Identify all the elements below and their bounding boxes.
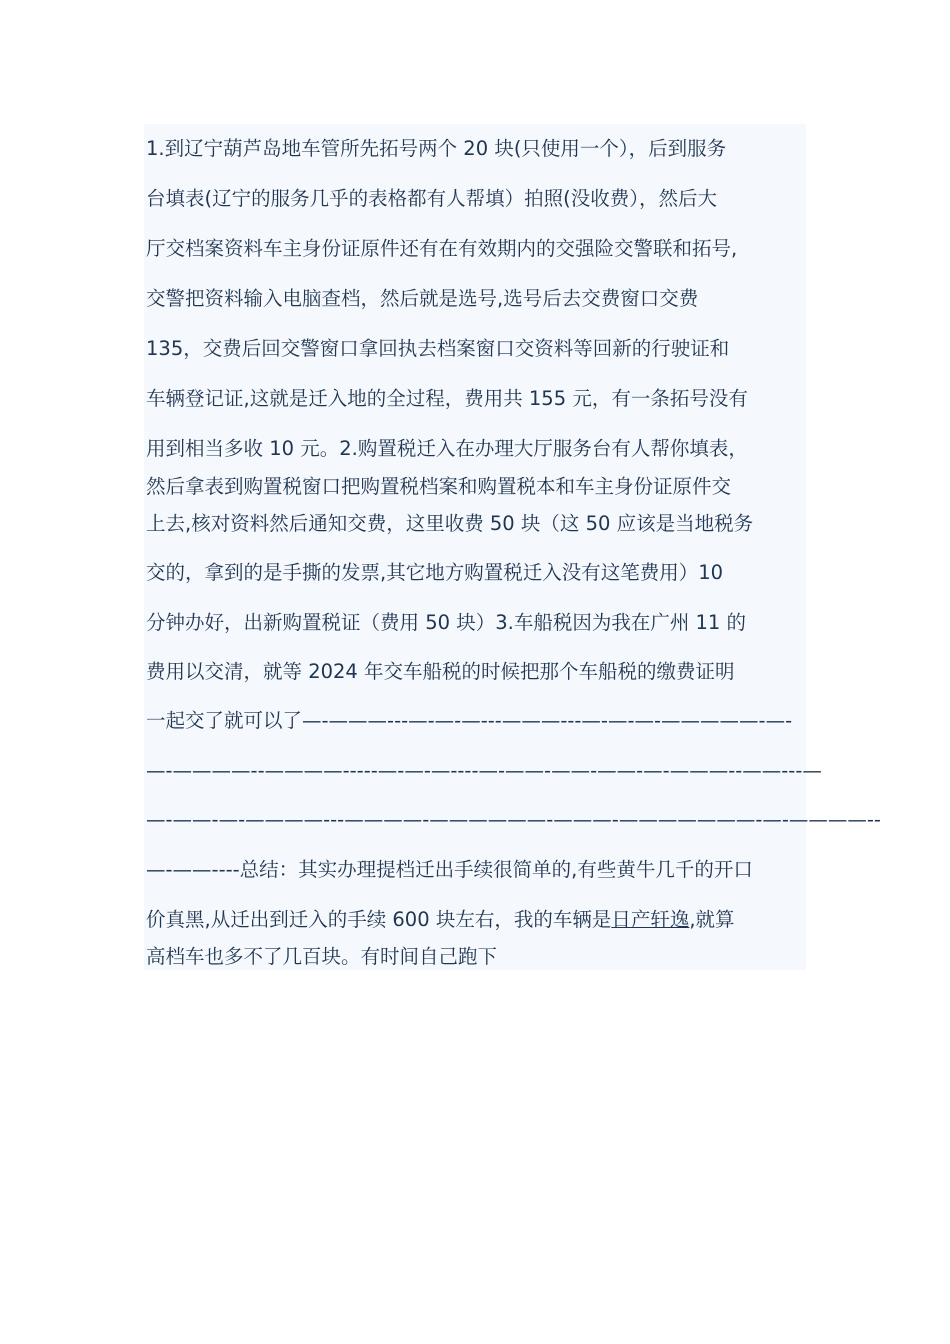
paragraph-line: 厅交档案资料车主身份证原件还有在有效期内的交强险交警联和拓号,	[146, 237, 738, 260]
paragraph-line: 一起交了就可以了—-———---—-—-—---———---—-—-—-—————-—-	[146, 709, 793, 732]
paragraph-line: 费用以交清，就等 2024 年交车船税的时候把那个车船税的缴费证明	[146, 660, 735, 683]
line-text: 价真黑,从迁出到迁入的手续 600 块左右，我的车辆是	[146, 908, 612, 931]
car-model-link[interactable]: 日产轩逸	[611, 908, 690, 931]
paragraph-line: —-——----总结：其实办理提档迁出手续很简单的,有些黄牛几千的开口	[146, 858, 753, 881]
paragraph-line: 1.到辽宁葫芦岛地车管所先拓号两个 20 块(只使用一个），后到服务	[146, 137, 727, 160]
paragraph-line: 然后拿表到购置税窗口把购置税档案和购置税本和车主身份证原件交	[146, 475, 732, 498]
paragraph-line: 135，交费后回交警窗口拿回执去档案窗口交资料等回新的行驶证和	[146, 337, 730, 360]
paragraph-line: 高档车也多不了几百块。有时间自己跑下	[146, 945, 498, 968]
paragraph-line: 台填表(辽宁的服务几乎的表格都有人帮填）拍照(没收费），然后大	[146, 187, 717, 210]
paragraph-line: 用到相当多收 10 元。2.购置税迁入在办理大厅服务台有人帮你填表，	[146, 437, 748, 460]
paragraph-line: 交的，拿到的是手撕的发票,其它地方购置税迁入没有这笔费用）10	[146, 561, 724, 584]
paragraph-line: —-——-—-————---————-——————-———-———————-—-————--	[146, 808, 881, 831]
article-text-block	[144, 124, 881, 970]
paragraph-line: 车辆登记证,这就是迁入地的全过程，费用共 155 元，有一条拓号没有	[146, 387, 748, 410]
paragraph-line: 上去,核对资料然后通知交费，这里收费 50 块（这 50 应该是当地税务	[146, 512, 754, 535]
paragraph-line: 分钟办好，出新购置税证（费用 50 块）3.车船税因为我在广州 11 的	[146, 611, 747, 634]
paragraph-line: 交警把资料输入电脑查档，然后就是选号,选号后去交费窗口交费	[146, 287, 699, 310]
paragraph-line	[146, 908, 735, 932]
line-text: ,就算	[689, 908, 735, 931]
paragraph-line: —-————--————-----—-—-—----—-——-——-——-—-———--——---—	[146, 759, 822, 782]
